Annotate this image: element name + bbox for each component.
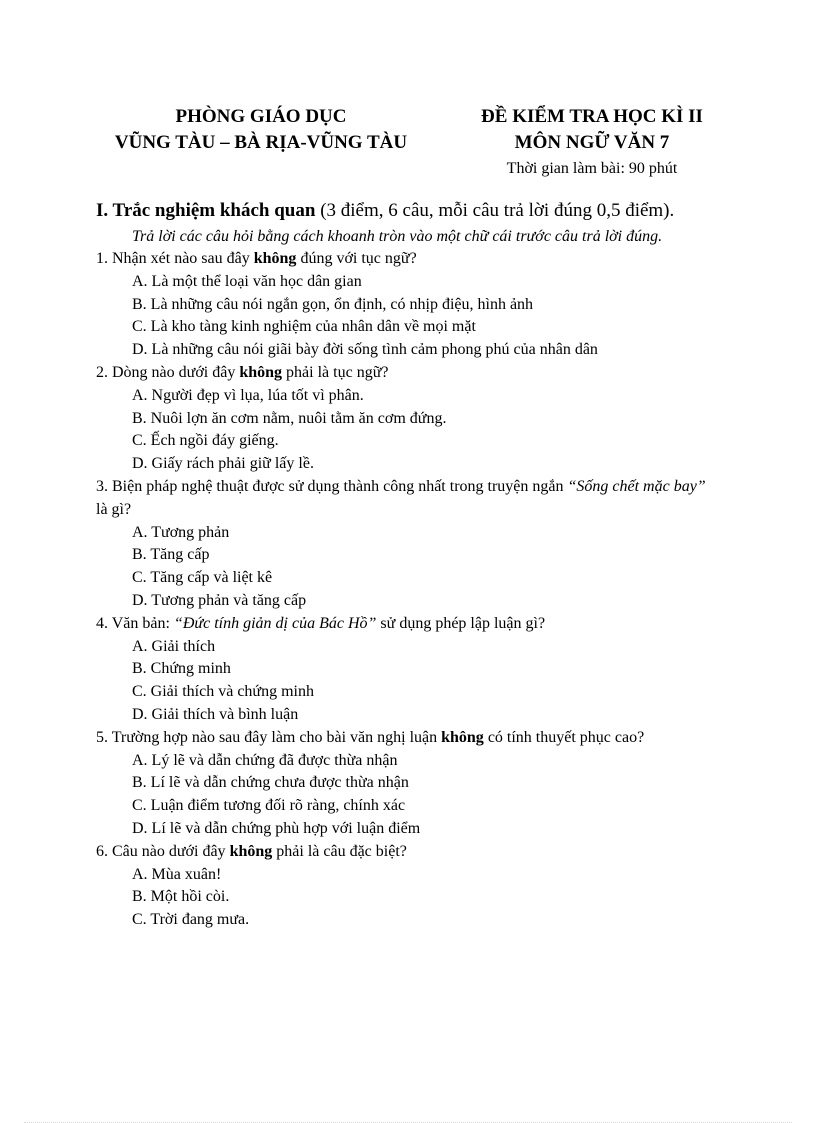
answer-option-c[interactable]: C. Luận điểm tương đối rõ ràng, chính xác	[132, 797, 406, 815]
question-work-title: “Đức tính giản dị của Bác Hồ”	[173, 614, 377, 632]
exam-body	[96, 197, 716, 932]
answer-option-c[interactable]: C. Trời đang mưa.	[132, 911, 250, 929]
question-text	[96, 841, 716, 864]
question-text	[96, 613, 716, 636]
office-name: PHÒNG GIÁO DỤC	[175, 106, 347, 127]
section-heading-detail: (3 điểm, 6 câu, mỗi câu trả lời đúng 0,5 điểm).	[315, 200, 675, 221]
question-text	[96, 362, 716, 385]
question-keyword: không	[229, 842, 273, 860]
question-3	[96, 476, 716, 613]
question-text-end: sử dụng phép lập luận gì?	[376, 614, 546, 632]
question-4	[96, 613, 716, 727]
answer-option-c[interactable]: C. Ếch ngồi đáy giếng.	[132, 432, 279, 450]
question-keyword: không	[239, 363, 283, 381]
exam-info-block	[457, 104, 727, 182]
question-keyword: không	[253, 250, 297, 267]
answer-options	[96, 864, 716, 932]
question-5	[96, 727, 716, 841]
question-2	[96, 362, 716, 476]
question-text-end: là gì?	[96, 500, 132, 518]
exam-subject: MÔN NGỮ VĂN 7	[514, 132, 670, 153]
answer-option-d[interactable]: D. Giấy rách phải giữ lấy lề.	[132, 455, 314, 473]
answer-option-a[interactable]: A. Là một thể loại văn học dân gian	[132, 272, 362, 290]
question-6	[96, 841, 716, 932]
answer-option-a[interactable]: A. Giải thích	[132, 637, 216, 655]
answer-option-a[interactable]: A. Tương phản	[132, 523, 230, 541]
question-text-start: 1. Nhận xét nào sau đây	[96, 250, 254, 267]
question-1	[96, 248, 716, 362]
answer-option-d[interactable]: D. Tương phản và tăng cấp	[132, 591, 307, 609]
answer-option-a[interactable]: A. Lý lẽ và dẫn chứng đã được thừa nhận	[132, 751, 398, 769]
answer-option-d[interactable]: D. Là những câu nói giãi bày đời sống tình cảm phong phú của nhân dân	[132, 341, 598, 359]
question-text-end: đúng với tục ngữ?	[296, 250, 417, 267]
question-keyword: không	[441, 728, 484, 746]
question-work-title: “Sống chết mặc bay”	[567, 477, 706, 495]
question-text-start: 2. Dòng nào dưới đây	[96, 363, 240, 381]
answer-option-c[interactable]: C. Là kho tàng kinh nghiệm của nhân dân về mọi mặt	[132, 318, 476, 336]
question-text	[96, 248, 716, 271]
document-header	[0, 104, 816, 184]
answer-option-b[interactable]: B. Nuôi lợn ăn cơm nằm, nuôi tằm ăn cơm đứng.	[132, 409, 447, 427]
answer-options	[96, 522, 716, 613]
answer-option-b[interactable]: B. Là những câu nói ngắn gọn, ổn định, có nhịp điệu, hình ảnh	[132, 295, 534, 313]
answer-option-b[interactable]: B. Chứng minh	[132, 660, 231, 678]
school-office-block	[96, 104, 426, 156]
question-text-end: có tính thuyết phục cao?	[483, 728, 645, 746]
office-location: VŨNG TÀU – BÀ RỊA-VŨNG TÀU	[114, 132, 408, 153]
answer-options	[96, 750, 716, 841]
answer-option-b[interactable]: B. Lí lẽ và dẫn chứng chưa được thừa nhận	[132, 774, 409, 792]
exam-title: ĐỀ KIỂM TRA HỌC KÌ II	[481, 106, 703, 127]
question-text-end: phải là tục ngữ?	[282, 363, 389, 381]
answer-option-a[interactable]: A. Mùa xuân!	[132, 865, 222, 883]
answer-option-c[interactable]: C. Giải thích và chứng minh	[132, 683, 314, 701]
question-text-start: 6. Câu nào dưới đây	[96, 842, 230, 860]
answer-option-d[interactable]: D. Giải thích và bình luận	[132, 705, 299, 723]
question-text	[96, 476, 716, 522]
question-text	[96, 727, 716, 750]
question-text-start: 5. Trường hợp nào sau đây làm cho bài văn nghị luận	[96, 728, 442, 746]
answer-option-b[interactable]: B. Tăng cấp	[132, 546, 210, 564]
answer-option-b[interactable]: B. Một hồi còi.	[132, 888, 230, 906]
exam-duration: Thời gian làm bài: 90 phút	[506, 160, 678, 177]
question-text-start: 4. Văn bản:	[96, 614, 174, 632]
answer-options	[96, 271, 716, 362]
answer-option-c[interactable]: C. Tăng cấp và liệt kê	[132, 569, 273, 587]
answer-options	[96, 636, 716, 727]
answer-option-d[interactable]: D. Lí lẽ và dẫn chứng phù hợp với luận điểm	[132, 819, 421, 837]
answer-option-a[interactable]: A. Người đẹp vì lụa, lúa tốt vì phân.	[132, 386, 364, 404]
answer-options	[96, 385, 716, 476]
section-instruction: Trả lời các câu hỏi bằng cách khoanh tròn vào một chữ cái trước câu trả lời đúng.	[132, 228, 663, 245]
question-text-start: 3. Biện pháp nghệ thuật được sử dụng thành công nhất trong truyện ngắn	[96, 477, 568, 495]
question-text-end: phải là câu đặc biệt?	[272, 842, 407, 860]
section-heading-bold: I. Trắc nghiệm khách quan	[96, 200, 316, 221]
section-heading	[96, 197, 716, 224]
